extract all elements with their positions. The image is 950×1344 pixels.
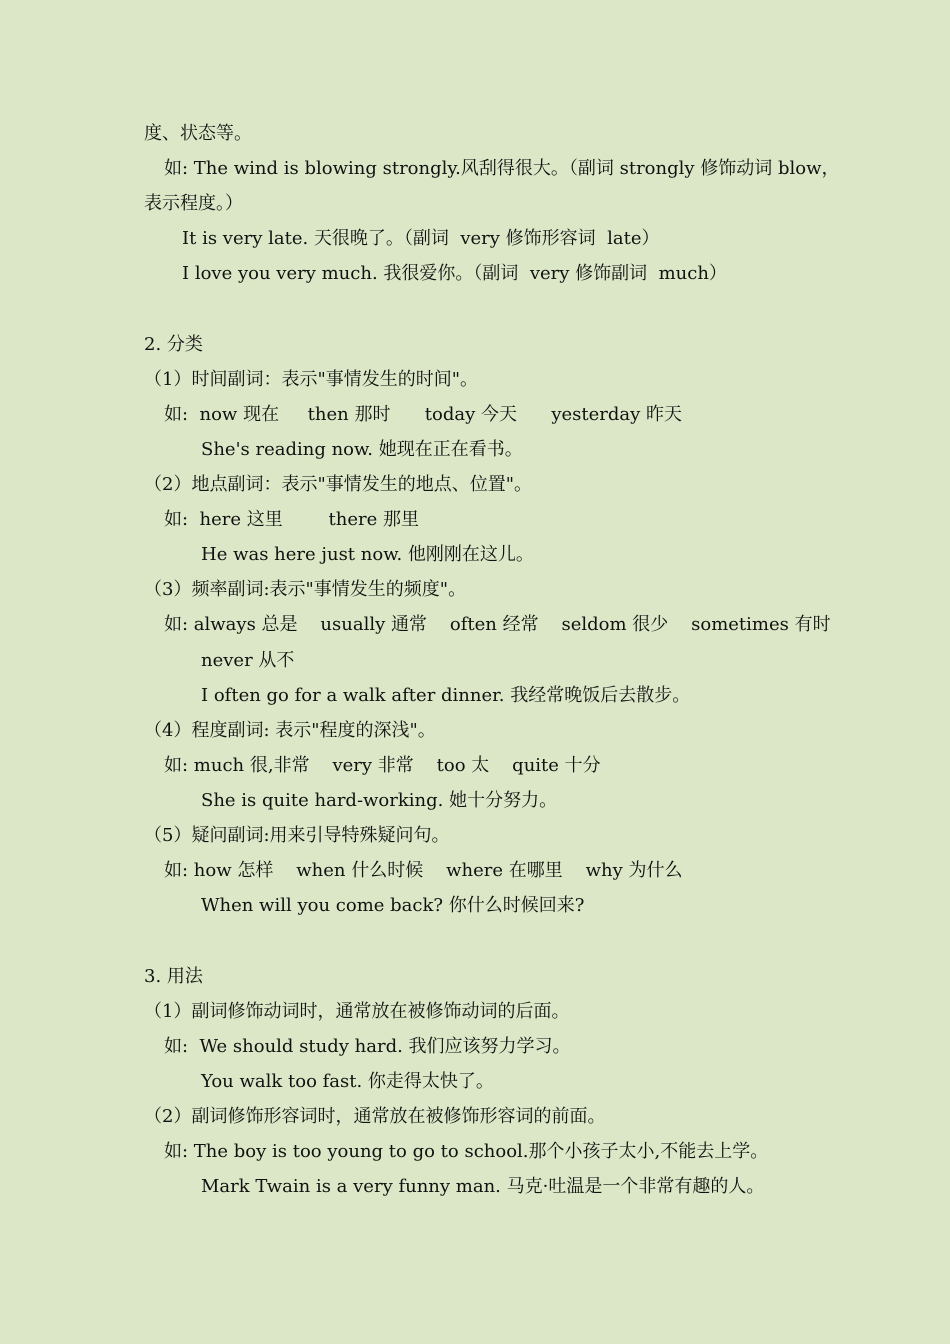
usage-rule-verbs: （1）副词修饰动词时，通常放在被修饰动词的后面。	[144, 1001, 570, 1022]
usage-rule-adjectives: （2）副词修饰形容词时，通常放在被修饰形容词的前面。	[144, 1106, 606, 1127]
example-sentence: He was here just now. 他刚刚在这儿。	[201, 544, 534, 565]
example-sentence: I often go for a walk after dinner. 我经常晚饭后去散步。	[201, 685, 691, 706]
example-sentence: You walk too fast. 你走得太快了。	[201, 1071, 494, 1092]
subsection-place-adverbs: （2）地点副词：表示"事情发生的地点、位置"。	[144, 474, 533, 495]
example-sentence: She is quite hard-working. 她十分努力。	[201, 790, 558, 811]
example-line: 如: The wind is blowing strongly.风刮得很大。（副词 strongly 修饰动词 blow，	[164, 158, 840, 179]
example-words: 如: much 很,非常 very 非常 too 太 quite 十分	[164, 755, 601, 776]
subsection-time-adverbs: （1）时间副词：表示"事情发生的时间"。	[144, 369, 479, 390]
section-heading-usage: 3. 用法	[144, 966, 203, 987]
example-line: It is very late. 天很晚了。（副词 very 修饰形容词 late）	[182, 228, 660, 249]
paragraph-continuation: 度、状态等。	[144, 123, 252, 144]
subsection-frequency-adverbs: （3）频率副词:表示"事情发生的频度"。	[144, 579, 467, 600]
example-sentence: When will you come back? 你什么时候回来?	[201, 895, 585, 916]
example-sentence: 如: The boy is too young to go to school.那个小孩子太小,不能去上学。	[164, 1141, 769, 1162]
example-line: I love you very much. 我很爱你。（副词 very 修饰副词 much）	[182, 263, 727, 284]
example-words-continuation: never 从不	[201, 650, 295, 671]
example-words: 如: always 总是 usually 通常 often 经常 seldom 很少 sometimes 有时	[164, 614, 831, 635]
example-line-continuation: 表示程度。）	[144, 193, 243, 214]
subsection-interrogative-adverbs: （5）疑问副词:用来引导特殊疑问句。	[144, 825, 450, 846]
example-sentence: Mark Twain is a very funny man. 马克·吐温是一个非常有趣的人。	[201, 1176, 765, 1197]
example-words: 如: now 现在 then 那时 today 今天 yesterday 昨天	[164, 404, 683, 425]
example-sentence: 如: We should study hard. 我们应该努力学习。	[164, 1036, 571, 1057]
example-words: 如: here 这里 there 那里	[164, 509, 419, 530]
section-heading-classification: 2. 分类	[144, 334, 203, 355]
subsection-degree-adverbs: （4）程度副词: 表示"程度的深浅"。	[144, 720, 436, 741]
example-sentence: She's reading now. 她现在正在看书。	[201, 439, 523, 460]
example-words: 如: how 怎样 when 什么时候 where 在哪里 why 为什么	[164, 860, 683, 881]
